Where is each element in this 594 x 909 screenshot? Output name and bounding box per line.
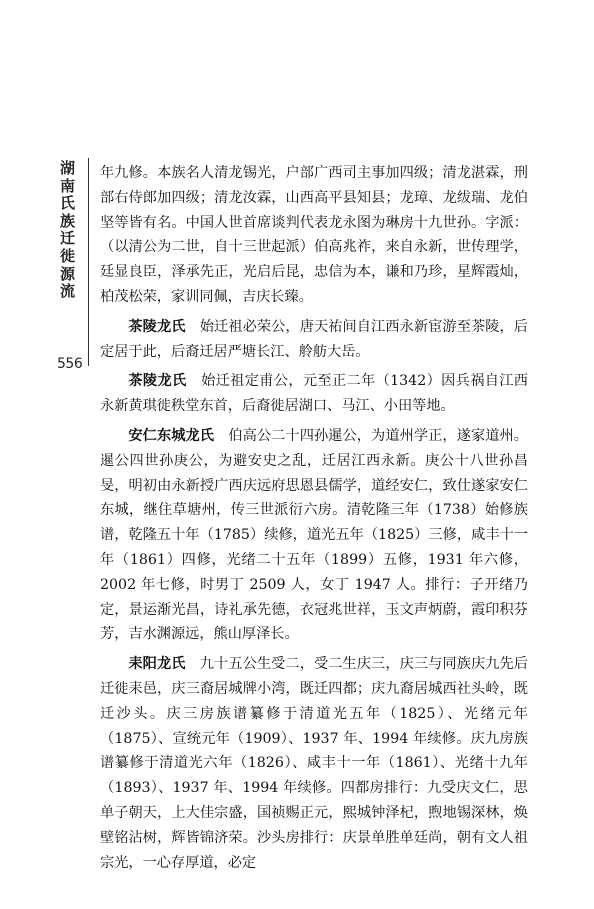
paragraph xyxy=(100,652,528,875)
paragraph-heading: 安仁东城龙氏 xyxy=(128,427,215,444)
paragraph xyxy=(100,369,528,419)
running-header-title: 湖南氏族迁徙源流 xyxy=(60,159,76,301)
paragraph-heading: 耒阳龙氏 xyxy=(128,656,186,673)
paragraph-text: 始迁祖定甫公，元至正二年（1342）因兵祸自江西永新黄琪徙秩堂东首，后裔徙居湖口、马江、小田等地。 xyxy=(100,373,528,415)
body-text xyxy=(100,161,528,880)
page-number: 556 xyxy=(57,356,83,372)
paragraph xyxy=(100,161,528,310)
margin-divider xyxy=(88,158,89,366)
paragraph-text: 年九修。本族名人清龙锡光，户部广西司主事加四级；清龙湛霖，刑部右侍郎加四级；清龙汝霖，山西高平县知县；龙璋、龙绂瑞、龙伯坚等皆有名。中国人世首席谈判代表龙永图为琳房十九世孙。字派：（以清公为二世，自十三世起派）伯高兆祚，来自永新，世传理学，廷显良臣，泽承先正，光启后昆，忠信为本，谦和乃珍，星辉霞灿，柏茂松荣，家训同佩，吉庆长臻。 xyxy=(100,165,528,305)
paragraph-text: 九十五公生受二，受二生庆三，庆三与同族庆九先后迁徙耒邑，庆三裔居城牌小湾，既迁四都；庆九裔居城西社头岭，既迁沙头。庆三房族谱纂修于清道光五年（1825）、光绪元年（1875）、宣统元年（1909）、1937 年、1994 年续修。庆九房族谱纂修于清道光六年（1826）、咸丰十一年（1861）、光绪十九年（1893）、1937 年、1994 年续修。四都房排行：九受庆文仁，思单子朝天，上大佳宗盛，国祯赐正元，熙城钟泽杞，煦地锡深林，焕壁铭沾树，辉皆锦济荣。沙头房排行：庆景单胜单廷尚，朝有文人祖宗光，一心存厚道，必定 xyxy=(100,656,528,871)
paragraph-heading: 茶陵龙氏 xyxy=(128,373,187,390)
paragraph xyxy=(100,315,528,365)
paragraph-heading: 茶陵龙氏 xyxy=(128,318,186,335)
paragraph-text: 始迁祖必荣公，唐天祐间自江西永新宦游至茶陵，后定居于此，后裔迁居严塘长江、舲舫大岳。 xyxy=(100,318,528,360)
paragraph xyxy=(100,424,528,647)
paragraph-text: 伯高公二十四孙暹公，为道州学正，遂家道州。暹公四世孙庚公，为避安史之乱，迁居江西永新。庚公十八世孙昌旻，明初由永新授广西庆远府思恩县儒学，道经安仁，致仕遂家安仁东城，继住草塘州，传三世派衍六房。清乾隆三年（1738）始修族谱，乾隆五十年（1785）续修，道光五年（1825）三修，咸丰十一年（1861）四修，光绪二十五年（1899）五修，1931 年六修，2002 年七修，时男丁 2509 人，女丁 1947 人。排行：子开绪乃定，景运渐光昌，诗礼承先德，衣冠兆世祥，玉文声炳蔚，霞印积芬芳，吉水渊源远，熊山厚泽长。 xyxy=(100,427,528,643)
